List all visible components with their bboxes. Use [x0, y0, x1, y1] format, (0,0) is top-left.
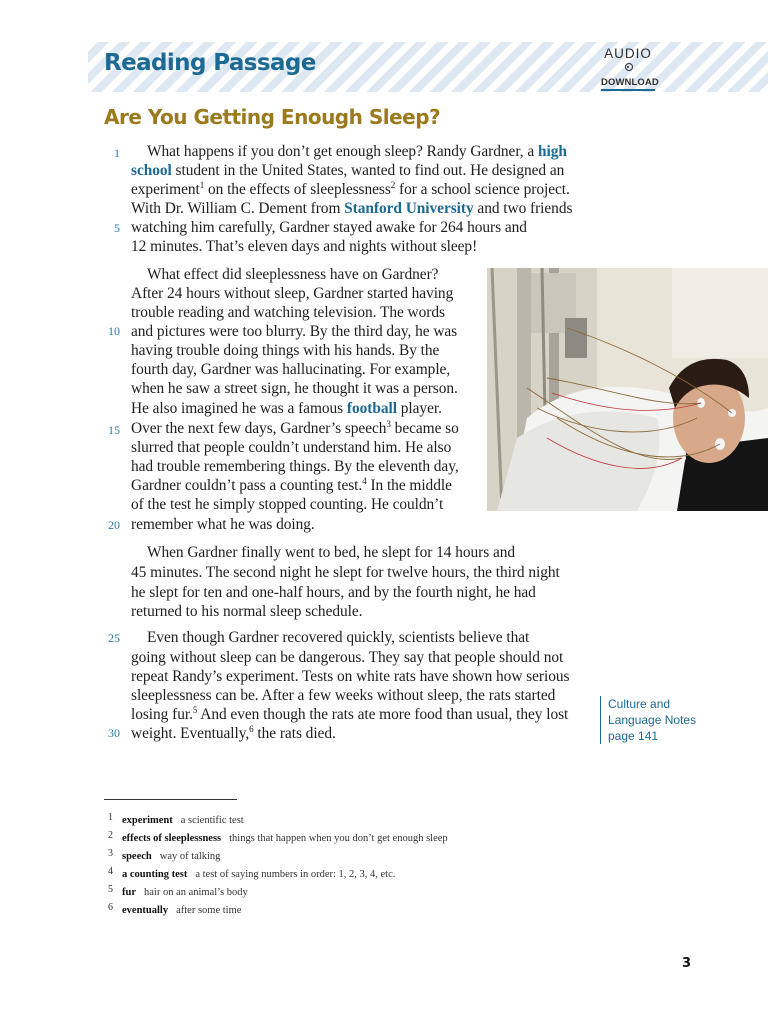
text-line: remember what he was doing.: [131, 516, 315, 533]
text-line: school student in the United States, wanted to find out. He designed an: [131, 162, 565, 179]
audio-download-button[interactable]: [601, 46, 659, 91]
vocab-link-high-school[interactable]: school: [131, 162, 172, 179]
footnote-ref: 5: [192, 705, 198, 715]
text-line: He also imagined he was a famous football player.: [131, 400, 442, 417]
audio-label-row: [601, 47, 655, 75]
text-line: watching him carefully, Gardner stayed awake for 264 hours and: [131, 219, 527, 236]
text-line: sleeplessness can be. After a few weeks without sleep, the rats started: [131, 687, 556, 704]
line-number: 1: [114, 146, 120, 160]
sleep-study-photo: [487, 268, 768, 511]
vocab-link-stanford[interactable]: Stanford University: [344, 200, 474, 217]
text-line: when he saw a street sign, he thought it was a person.: [131, 380, 458, 397]
footnote: 1 experiment a scientific test: [108, 812, 244, 826]
text-line: What happens if you don’t get enough sleep? Randy Gardner, a high: [147, 143, 567, 160]
vocab-link-high-school[interactable]: high: [537, 143, 567, 160]
text-line: having trouble doing things with his hands. By the: [131, 342, 440, 359]
text-line: fourth day, Gardner was hallucinating. For example,: [131, 361, 451, 378]
text-line: losing fur.$^5$ And even though the rats ate more food than usual, they lost: [131, 705, 569, 723]
text-line: had trouble remembering things. By the eleventh day,: [131, 458, 459, 475]
footnote: 5 fur hair on an animal’s body: [108, 884, 248, 898]
side-note-line: Language Notes: [608, 713, 697, 727]
download-label: DOWNLOAD: [601, 77, 655, 91]
side-note-page: page 141: [608, 729, 659, 743]
culture-notes-link[interactable]: [600, 696, 718, 744]
side-note-line: Culture and: [608, 697, 671, 711]
footnote: 3 speech way of talking: [108, 848, 221, 862]
line-number: 15: [108, 423, 120, 437]
page-number: 3: [682, 956, 692, 971]
line-number: 20: [108, 518, 120, 532]
vocab-link-football[interactable]: football: [346, 400, 397, 417]
footnote-ref: 1: [199, 180, 205, 190]
footnote-ref: 4: [362, 476, 367, 486]
text-line: When Gardner finally went to bed, he slept for 14 hours and: [147, 544, 516, 561]
text-line: What effect did sleeplessness have on Gardner?: [147, 266, 439, 283]
text-line: of the test he simply stopped counting. He couldn’t: [131, 496, 444, 513]
line-number: 5: [114, 221, 120, 235]
footnote: 2 effects of sleeplessness things that happen when you don’t get enough sleep: [108, 830, 448, 844]
text-line: 12 minutes. That’s eleven days and nights without sleep!: [131, 238, 478, 255]
footnote-ref: 6: [249, 724, 254, 734]
footnote-divider: [104, 799, 237, 800]
text-line: returned to his normal sleep schedule.: [131, 603, 363, 620]
audio-icon: [625, 63, 633, 71]
text-line: Gardner couldn’t pass a counting test.$^4$ In the middle: [131, 476, 452, 494]
text-line: weight. Eventually,$^6$ the rats died.: [131, 724, 336, 742]
text-line: he slept for ten and one-half hours, and by the fourth night, he had: [131, 584, 536, 601]
text-line: With Dr. William C. Dement from Stanford University and two friends: [131, 200, 573, 217]
footnote: 4 a counting test a test of saying numbers in order: 1, 2, 3, 4, etc.: [108, 866, 396, 880]
line-number: 25: [108, 631, 120, 645]
text-line: trouble reading and watching television. The words: [131, 304, 445, 321]
text-line: 45 minutes. The second night he slept for twelve hours, the third night: [131, 564, 560, 581]
audio-label: AUDIO: [604, 46, 652, 61]
section-title: Reading Passage: [104, 50, 316, 76]
footnote-ref: 3: [386, 419, 391, 429]
footnote: 6 eventually after some time: [108, 902, 242, 916]
article-title: Are You Getting Enough Sleep?: [104, 105, 441, 129]
text-line: going without sleep can be dangerous. They say that people should not: [131, 649, 564, 666]
text-line: Even though Gardner recovered quickly, scientists believe that: [147, 629, 530, 646]
text-line: and pictures were too blurry. By the third day, he was: [131, 323, 458, 340]
footnote-ref: 2: [390, 180, 396, 190]
line-number: 30: [108, 726, 120, 740]
text-line: slurred that people couldn’t understand him. He also: [131, 439, 452, 456]
line-number: 10: [108, 324, 120, 338]
text-line: Over the next few days, Gardner’s speech$^3$ became so: [131, 419, 459, 437]
text-line: After 24 hours without sleep, Gardner started having: [131, 285, 454, 302]
text-line: repeat Randy’s experiment. Tests on white rats have shown how serious: [131, 668, 570, 685]
text-line: experiment$^1$ on the effects of sleeplessness$^2$ for a school science project.: [131, 180, 570, 198]
